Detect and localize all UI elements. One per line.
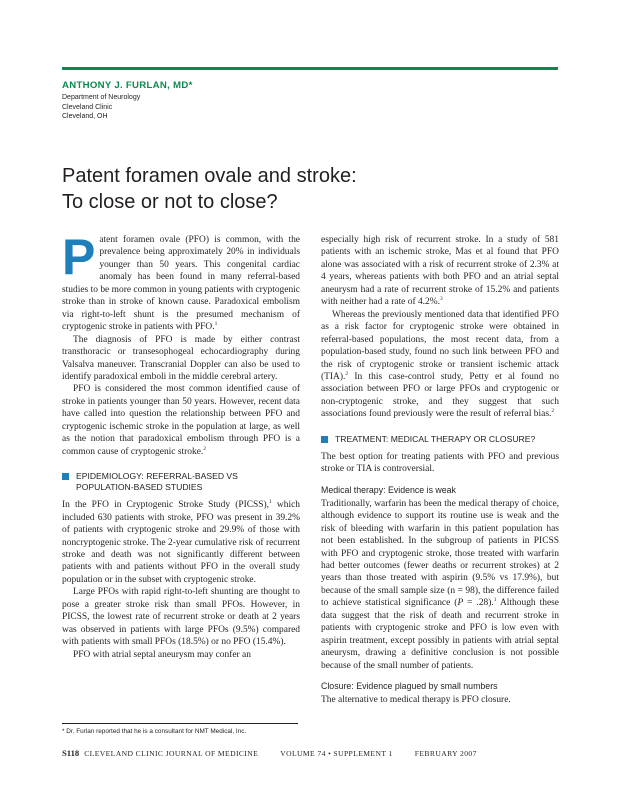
reference-marker: 1: [214, 321, 218, 328]
section-heading-epidemiology: EPIDEMIOLOGY: REFERRAL-BASED VS POPULATION-BASED STUDIES: [62, 471, 300, 493]
issue-date: FEBRUARY 2007: [414, 749, 477, 758]
treatment-lead: The best option for treating patients with PFO and previous stroke or TIA is controversial.: [321, 451, 559, 475]
reference-marker: 1: [269, 499, 272, 506]
section-bullet-icon: [62, 473, 69, 480]
affiliation-institution: Cleveland Clinic: [62, 103, 113, 111]
medical-therapy-paragraph: Traditionally, warfarin has been the medical therapy of choice, although evidence to support its routine use is weak and the risk of bleeding with warfarin in this patient population has not been established. In the subgroup of patients in PICSS with PFO and cryptogenic stroke, those treated with warfarin had better outcomes (fewer deaths or recurrent strokes) at 2 years than those treated with aspirin (9.5% vs 17.9%), but because of the small sample size (n = 98), the difference failed to achieve statistical significance (P = .28).$^1$ Although these data suggest that the risk of death and recurrent stroke in patients with cryptogenic stroke and PFO is low even with aspirin treatment, except possibly in patients with atrial septal aneurysm, drawing a definitive conclusion is not possible because of the small number of patients.: [321, 498, 559, 671]
subheading-closure: Closure: Evidence plagued by small numbers: [321, 681, 498, 692]
left-column: [62, 229, 300, 661]
reference-marker: 3: [439, 296, 443, 303]
intro-paragraph-1: Patent foramen ovale (PFO) is common, with the prevalence being approximately 20% in individuals younger than 50 years. This congenital cardiac anomaly has been found in many referral-based studies to be more common in young patients with cryptogenic stroke than in stroke of known cause. Paradoxical embolism via right-to-left shunt is the presumed mechanism of cryptogenic stroke in patients with PFO.$^1$: [62, 229, 300, 333]
section-bullet-icon: [321, 436, 328, 443]
page-footer: [62, 748, 562, 758]
epidemiology-paragraph-2: Large PFOs with rapid right-to-left shunting are thought to pose a greater stroke risk than small PFOs. However, in PICSS, the lowest rate of recurrent stroke or death at 2 years was observed in patients with large PFOs (9.5%) compared with patients with small PFOs (18.5%) or no PFO (15.4%).: [62, 587, 300, 648]
affiliation-location: Cleveland, OH: [62, 113, 108, 120]
reference-marker: 2: [203, 445, 207, 452]
author-name: ANTHONY J. FURLAN, MD*: [62, 80, 193, 91]
page-number: S118: [62, 748, 80, 758]
intro-paragraph-3: PFO is considered the most common identified cause of stroke in patients younger than 50 years. However, recent data have called into question the relationship between PFO and cryptogenic ischemic stroke in the population at large, as well as the notion that paradoxical embolism through PFO is a common cause of cryptogenic stroke.$^2$: [62, 384, 300, 457]
reference-marker: 1: [493, 597, 497, 604]
article-title: [62, 163, 558, 215]
header-rule: [62, 67, 558, 70]
affiliation-department: Department of Neurology: [62, 94, 141, 101]
intro-paragraph-2: The diagnosis of PFO is made by either contrast transthoracic or transesophogeal echocardiography during Valsalva maneuver. Transcranial Doppler can also be used to identify paradoxical emboli in the middle cerebral artery.: [62, 334, 300, 382]
author-block: [62, 80, 558, 122]
article-title-line2: To close or not to close?: [62, 191, 278, 213]
reference-marker: 2: [345, 370, 349, 377]
drop-cap: P: [62, 229, 96, 285]
footnote-rule: [62, 723, 298, 724]
volume-info: VOLUME 74 • SUPPLEMENT 1: [280, 749, 393, 758]
article-title-line1: Patent foramen ovale and stroke:: [62, 165, 357, 187]
section-heading-treatment: TREATMENT: MEDICAL THERAPY OR CLOSURE?: [321, 434, 559, 445]
subheading-medical-therapy: Medical therapy: Evidence is weak: [321, 484, 456, 495]
closure-paragraph: The alternative to medical therapy is PFO closure.: [321, 695, 511, 706]
epidemiology-paragraph-1: In the PFO in Cryptogenic Stroke Study (PICSS),$^1$ which included 630 patients with stroke, PFO was present in 39.2% of patients with cryptogenic stroke and 29.9% of those with noncryptogenic stroke. The 2-year cumulative risk of recurrent stroke and death was not significantly different between patients with and patients without PFO in the overall study population or in the subset with cryptogenic stroke.: [62, 499, 300, 585]
epidemiology-paragraph-3: PFO with atrial septal aneurysm may confer an: [73, 649, 251, 660]
reference-marker: 2: [551, 408, 555, 415]
right-paragraph-1: especially high risk of recurrent stroke. In a study of 581 patients with an ischemic stroke, Mas et al found that PFO alone was associated with a risk of recurrent stroke of 2.3% at 4 years, whereas patients with both PFO and an atrial septal aneurysm had a rate of recurrent stroke of 15.2% and patients with neither had a rate of 4.2%.$^3$: [321, 235, 559, 308]
journal-name: CLEVELAND CLINIC JOURNAL OF MEDICINE: [84, 749, 259, 758]
right-column: [321, 234, 559, 707]
right-paragraph-2: Whereas the previously mentioned data that identified PFO as a risk factor for cryptogenic stroke were obtained in referral-based populations, the most recent data, from a population-based study, found no such link between PFO and the risk of cryptogenic stroke or transient ischemic attack (TIA).$^2$ In this case-control study, Petty et al found no association between PFO or large PFOs and cryptogenic or non-cryptogenic stroke, and they suggest that such associations found previously were the result of referral bias.$^2$: [321, 309, 559, 420]
footnote-disclosure: * Dr. Furlan reported that he is a consultant for NMT Medical, Inc.: [62, 728, 247, 735]
